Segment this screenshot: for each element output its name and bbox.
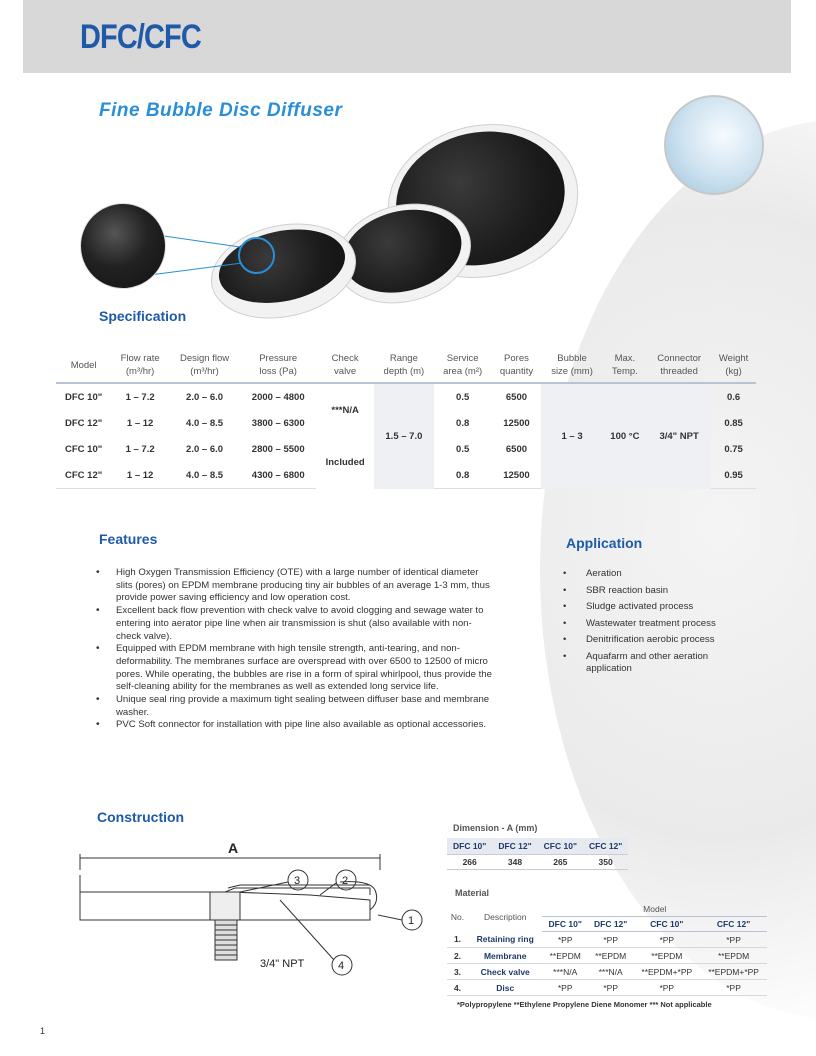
cell-design: 4.0 – 8.5: [169, 462, 240, 489]
spec-header-line: (m³/hr): [190, 366, 219, 377]
zoom-connector-lines: [0, 0, 816, 400]
spec-header-line: depth (m): [383, 366, 425, 377]
table-row: [56, 383, 756, 410]
mat-model-header: CFC 10": [633, 917, 700, 932]
spec-header: [240, 348, 316, 383]
dimension-table: [447, 838, 628, 870]
cell-material: **EPDM: [633, 948, 700, 964]
cell-no: 2.: [447, 948, 468, 964]
cell-material: **EPDM+*PP: [700, 964, 767, 980]
specification-table: [56, 348, 756, 489]
callout-4: 4: [338, 960, 345, 972]
dim-header: DFC 12": [492, 838, 537, 855]
callout-1: 1: [408, 915, 415, 927]
dim-value: 265: [538, 855, 583, 870]
cell-desc: Check valve: [468, 964, 542, 980]
spec-header-line: (m³/hr): [125, 366, 155, 377]
cell-flow: 1 – 12: [111, 462, 169, 489]
product-subtitle: Fine Bubble Disc Diffuser: [99, 100, 343, 121]
cell-desc: Disc: [468, 980, 542, 996]
spec-header-line: Pressure: [259, 353, 298, 364]
cell-design: 2.0 – 6.0: [186, 443, 224, 455]
material-table: [447, 902, 767, 996]
mat-model-header: DFC 12": [588, 917, 633, 932]
spec-header-line: Max.: [614, 353, 636, 364]
list-item: • High Oxygen Transmission Efficiency (OTE) with a large number of identical diameter slits (pores) on EPDM membrane producing tiny air bubbles of an average 1-3 mm, thus provide power saving efficiency and low operation cost.: [96, 567, 496, 605]
table-row: [447, 932, 767, 948]
spec-header: [374, 348, 434, 383]
cell-material: ***N/A: [542, 964, 587, 980]
cell-model: CFC 10": [65, 443, 103, 455]
spec-header-line: threaded: [660, 366, 698, 377]
callout-2: 2: [342, 875, 349, 887]
cell-pressure: 2000 – 4800: [251, 391, 305, 403]
construction-heading: Construction: [97, 809, 185, 825]
cell-pores: 6500: [505, 443, 528, 455]
spec-header-line: Weight: [718, 353, 749, 364]
cell-check-valve-cfc: Included: [325, 456, 365, 468]
spec-header: [491, 348, 541, 383]
cell-material: *PP: [588, 980, 633, 996]
cell-connector: 3/4" NPT: [647, 383, 711, 489]
dim-header: CFC 12": [583, 838, 628, 855]
spec-header-line: Bubble: [557, 353, 587, 364]
spec-header: [434, 348, 492, 383]
features-list: [96, 567, 496, 732]
spec-header-line: Connector: [657, 353, 702, 364]
spec-header: [647, 348, 711, 383]
bubbles-photo: [664, 95, 764, 195]
application-list: [563, 568, 733, 680]
spec-header-line: Model: [70, 359, 97, 371]
list-item: • SBR reaction basin: [563, 585, 733, 598]
cell-model: DFC 12": [65, 417, 103, 429]
cell-material: **EPDM+*PP: [633, 964, 700, 980]
cell-material: **EPDM: [700, 948, 767, 964]
spec-header-line: Temp.: [611, 366, 638, 377]
spec-header-line: Flow rate: [120, 353, 160, 364]
application-heading: Application: [566, 535, 643, 551]
table-row: [447, 980, 767, 996]
membrane-zoom-image: [80, 203, 166, 289]
spec-header: [169, 348, 240, 383]
cell-weight: 0.85: [724, 417, 743, 429]
cell-pores: 12500: [503, 417, 530, 429]
cell-flow: 1 – 7.2: [125, 443, 155, 455]
cell-pressure: 2800 – 5500: [251, 443, 305, 455]
material-title: Material: [455, 888, 490, 898]
table-row: [447, 855, 628, 870]
table-row: [447, 964, 767, 980]
features-heading: Features: [99, 531, 158, 547]
cell-max-temp: 100 °C: [603, 383, 647, 489]
cell-material: ***N/A: [588, 964, 633, 980]
cell-pressure: 4300 – 6800: [240, 462, 316, 489]
cell-material: **EPDM: [588, 948, 633, 964]
list-item: • Excellent back flow prevention with check valve to avoid clogging and sewage water to entering into aerator pipe line when air transmission is shut (also available with non-check valve).: [96, 605, 496, 643]
dim-value: 348: [492, 855, 537, 870]
cell-area: 0.8: [434, 462, 492, 489]
cell-area: 0.5: [456, 443, 470, 455]
page-title: DFC/CFC: [80, 18, 201, 56]
spec-header-line: size (mm): [551, 366, 593, 377]
cell-weight: 0.75: [724, 443, 743, 455]
cell-design: 4.0 – 8.5: [186, 417, 224, 429]
cell-area: 0.8: [456, 417, 470, 429]
spec-header: [603, 348, 647, 383]
dimension-a-label: A: [228, 840, 239, 856]
cell-pressure: 3800 – 6300: [251, 417, 305, 429]
npt-label: 3/4" NPT: [260, 958, 305, 970]
spec-header-line: Service: [446, 353, 479, 364]
cell-area: 0.5: [456, 391, 470, 403]
cell-range-depth: 1.5 – 7.0: [374, 383, 434, 489]
cell-weight: 0.6: [726, 391, 741, 403]
page-number: 1: [40, 1026, 46, 1036]
cell-design: 2.0 – 6.0: [186, 391, 224, 403]
mat-header-no: No.: [450, 911, 465, 922]
list-item: • Unique seal ring provide a maximum tight sealing between diffuser base and membrane washer.: [96, 694, 496, 719]
spec-header-line: Check: [331, 353, 359, 364]
dim-header: DFC 10": [447, 838, 492, 855]
spec-header: [316, 348, 374, 383]
list-item: • Equipped with EPDM membrane with high tensile strength, anti-tearing, and non- deformability. The membranes surface are overspread with over 6500 to 12500 of micro pores. While operating, the bubbles are rise in a form of spiral whirlpool, thus provide the self-cleaning ability for the membranes as well as extended long service life.: [96, 643, 496, 694]
cell-material: *PP: [700, 980, 767, 996]
cell-no: 1.: [447, 932, 468, 948]
list-item: • Denitrification aerobic process: [563, 634, 733, 647]
spec-header-line: (kg): [725, 366, 742, 377]
cell-desc: Retaining ring: [468, 932, 542, 948]
cell-no: 4.: [447, 980, 468, 996]
cell-model: DFC 10": [65, 391, 103, 403]
cell-model: CFC 12": [56, 462, 111, 489]
dimension-title: Dimension - A (mm): [453, 823, 538, 833]
cell-flow: 1 – 7.2: [125, 391, 155, 403]
table-row: [447, 948, 767, 964]
cell-pores: 6500: [505, 391, 528, 403]
spec-header: [711, 348, 756, 383]
spec-header: [541, 348, 602, 383]
cell-weight: 0.95: [711, 462, 756, 489]
cell-material: *PP: [633, 980, 700, 996]
cell-material: *PP: [542, 980, 587, 996]
list-item: • PVC Soft connector for installation with pipe line also available as optional accessories.: [96, 719, 496, 732]
spec-header-line: loss (Pa): [259, 366, 297, 377]
spec-header: [111, 348, 169, 383]
mat-model-header: DFC 10": [542, 917, 587, 932]
cell-material: *PP: [633, 932, 700, 948]
spec-header-line: Pores: [504, 353, 529, 364]
spec-header-line: Design flow: [179, 353, 230, 364]
specification-heading: Specification: [99, 308, 187, 324]
cell-no: 3.: [447, 964, 468, 980]
mat-model-header: CFC 12": [700, 917, 767, 932]
mat-header-model: Model: [542, 902, 767, 917]
dim-value: 350: [583, 855, 628, 870]
cell-material: *PP: [700, 932, 767, 948]
cell-desc: Membrane: [468, 948, 542, 964]
list-item: • Sludge activated process: [563, 601, 733, 614]
dim-value: 266: [447, 855, 492, 870]
spec-header-line: area (m²): [443, 366, 483, 377]
spec-header-line: quantity: [499, 366, 534, 377]
material-footnote: *Polypropylene **Ethylene Propylene Diene Monomer *** Not applicable: [457, 1000, 712, 1009]
list-item: • Aquafarm and other aeration application: [563, 651, 733, 676]
list-item: • Aeration: [563, 568, 733, 581]
cell-bubble-size: 1 – 3: [541, 383, 602, 489]
cell-material: *PP: [542, 932, 587, 948]
spec-header: [56, 348, 111, 383]
callout-3: 3: [294, 875, 301, 887]
cell-material: **EPDM: [542, 948, 587, 964]
dim-header: CFC 10": [538, 838, 583, 855]
cell-flow: 1 – 12: [126, 417, 154, 429]
construction-diagram: [70, 830, 440, 980]
list-item: • Wastewater treatment process: [563, 618, 733, 631]
cell-material: *PP: [588, 932, 633, 948]
cell-check-valve-dfc: ***N/A: [331, 404, 359, 416]
cell-pores: 12500: [491, 462, 541, 489]
spec-header-line: Range: [389, 353, 418, 364]
mat-header-desc: Description: [483, 911, 527, 922]
spec-header-line: valve: [334, 366, 357, 377]
